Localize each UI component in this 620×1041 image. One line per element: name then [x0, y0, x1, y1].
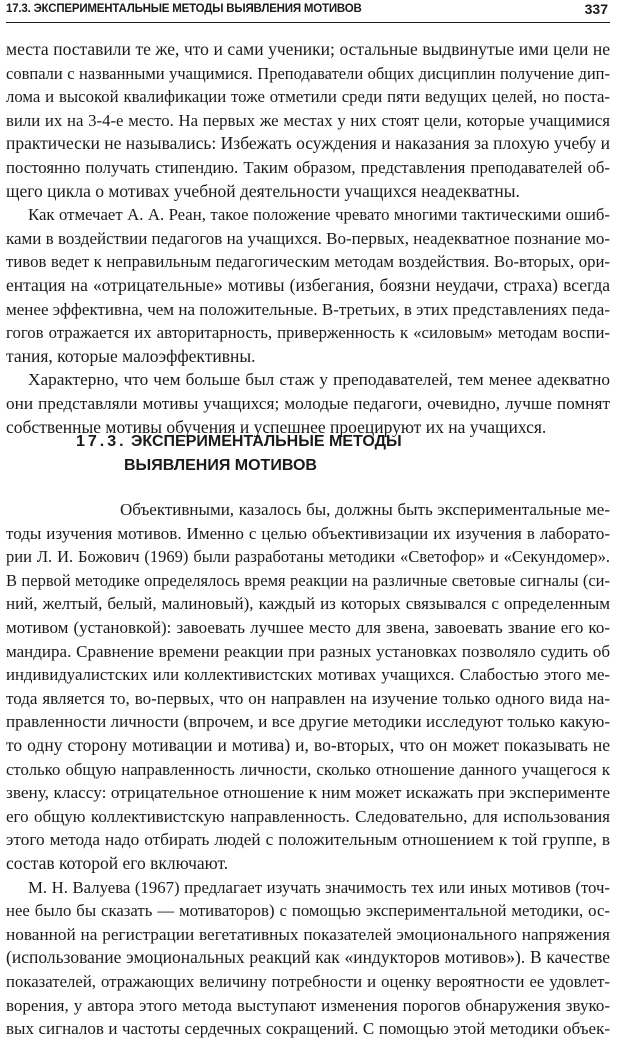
section-title-line-1: ЭКСПЕРИМЕНТАЛЬНЫЕ МЕТОДЫ — [131, 433, 402, 450]
running-header — [6, 2, 610, 23]
text-line: Характерно, что чем больше был стаж у преподавателей, тем менее адекватно — [28, 370, 610, 390]
section-heading-line-1 — [76, 430, 496, 454]
section-title-line-2: ВЫЯВЛЕНИЯ МОТИВОВ — [124, 457, 317, 474]
page-number: 337 — [584, 1, 608, 17]
text-line: индивидуалистских или коллективистских мотивах учащихся. Слабостью этого ме- — [6, 665, 610, 685]
paragraph-5 — [6, 876, 610, 1041]
text-line: собственные мотивы обучения и успешнее проецируют их на учащихся. — [6, 416, 547, 437]
text-line: нованной на регистрации вегетативных показателей эмоционального напряжения — [6, 924, 610, 944]
text-line: вили их на 3-4-е место. На первых же местах у них стоят цели, которые учащимися — [6, 110, 610, 130]
text-line: менее эффективна, чем на положительные. В-третьих, в этих представлениях педа- — [6, 299, 610, 319]
text-line: нее было бы сказать — мотиваторов) с помощью экспериментальной методики, ос- — [6, 901, 610, 921]
text-line: щего цикла о мотивах учебной деятельности учащихся неадекватны. — [6, 180, 520, 201]
paragraph-4 — [6, 498, 610, 876]
text-line: состав которой его включают. — [6, 852, 229, 873]
paragraph-1 — [6, 38, 610, 203]
text-line: мотивом (установкой): завоевать лучшее место для звена, завоевать звание его ко- — [6, 617, 610, 637]
text-line: рии Л. И. Божович (1969) были разработаны методики «Светофор» и «Секундомер». — [6, 547, 610, 567]
paragraph-3 — [6, 368, 610, 439]
text-line: постоянно получать стипендию. Таким образом, представления преподавателей об- — [6, 157, 610, 177]
section-number: 17.3. — [76, 433, 127, 450]
text-line: вых сигналов и частоты сердечных сокращений. С помощью этой методики объек- — [6, 1019, 610, 1039]
text-line: Как отмечает А. А. Реан, такое положение чревато многими тактическими ошиб- — [28, 205, 610, 225]
text-line: совпали с названными учащимися. Преподаватели общих дисциплин получение дип- — [6, 63, 610, 83]
text-line: В первой методике определялось время реакции на различные световые сигналы (си- — [6, 570, 610, 590]
text-line: его общую коллективистскую направленность. Следовательно, для использования — [6, 806, 610, 826]
text-line: тивов ведет к неправильным педагогическим методам воздействия. Во-вторых, ори- — [6, 252, 610, 272]
text-line: тода является то, во-первых, что он направлен на изучение только одного вида на- — [6, 688, 610, 708]
text-line: Объективными, казалось бы, должны быть экспериментальные ме- — [120, 500, 610, 519]
text-line: лома и высокой квалификации тоже отметили среди пяти ведущих целей, но поста- — [6, 87, 610, 107]
text-line: тания, которые малоэффективны. — [6, 345, 256, 366]
text-line: ворения, у автора этого метода выступают изменения порогов обнаружения звуко- — [6, 995, 610, 1015]
paragraph-2 — [6, 203, 610, 368]
text-line: этого метода надо отбирать людей с положительным отношением к той группе, в — [6, 830, 610, 850]
text-line: (использование эмоциональных реакций как «индукторов мотивов»). В качестве — [6, 947, 610, 968]
text-line: звену, классу: отрицательное отношение к ним может искажать при эксперименте — [6, 783, 610, 803]
text-line: тоды изучения мотивов. Именно с целью объективизации их изучения в лаборато- — [6, 523, 610, 543]
text-line: показателей, отражающих величину потребности и оценку вероятности ее удовлет- — [6, 971, 610, 991]
text-line: М. Н. Валуева (1967) предлагает изучать значимость тех или иных мотивов (точ- — [28, 877, 610, 897]
text-line: ентация на «отрицательные» мотивы (избегания, боязни неудачи, страха) всегда — [6, 274, 610, 295]
text-line: ками в воздействии педагогов на учащихся. Во-первых, неадекватное познание мо- — [6, 228, 610, 248]
text-line: правленности личности (впрочем, и все другие методики исследуют только какую- — [6, 712, 610, 732]
text-line: гогов отражается их авторитарность, приверженность к «силовым» методам воспи- — [6, 323, 610, 343]
text-line: мандира. Сравнение времени реакции при разных установках позволяло судить об — [6, 641, 610, 661]
text-line: места поставили те же, что и сами ученики; остальные выдвинутые ими цели не — [6, 39, 610, 59]
text-line: то одну сторону мотивации и мотива) и, во-вторых, что он может показывать не — [6, 734, 610, 755]
section-heading — [76, 430, 496, 478]
text-line: ний, желтый, белый, малиновый), каждый из которых связывался с определенным — [6, 594, 610, 614]
text-line: они представляли мотивы учащихся; молодые педагоги, очевидно, лучше помнят — [6, 393, 610, 413]
text-line: столько общую направленность личности, сколько отношение данного учащегося к — [6, 759, 610, 779]
running-title: 17.3. ЭКСПЕРИМЕНТАЛЬНЫЕ МЕТОДЫ ВЫЯВЛЕНИЯ МОТИВОВ — [6, 3, 362, 15]
text-line: практически не назывались: Избежать осуждения и наказания за плохую учебу и — [6, 133, 610, 154]
